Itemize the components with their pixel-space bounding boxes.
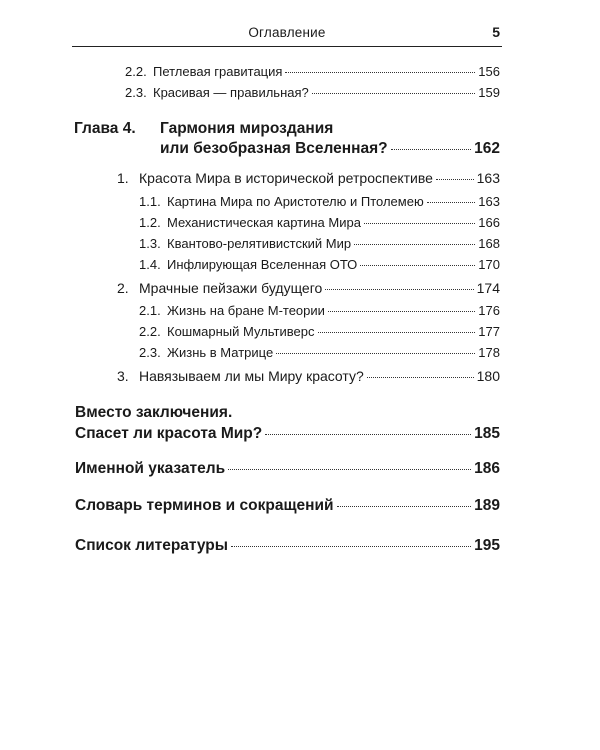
dot-leader [276,353,475,354]
entry-page: 185 [474,425,500,442]
toc-entry-glossary[interactable] [75,497,500,515]
entry-number: 2. [117,280,129,296]
dot-leader [367,377,474,378]
entry-page: 166 [478,215,500,230]
entry-title: Механистическая картина Мира [167,215,361,230]
toc-entry-chapter-4[interactable] [160,140,500,158]
toc-entry-conclusion[interactable] [75,425,500,443]
toc-entry-4-1-4[interactable] [139,257,500,272]
entry-page: 176 [478,303,500,318]
toc-entry-4-1-2[interactable] [139,215,500,230]
entry-title: Инфлирующая Вселенная ОТО [167,257,358,272]
dot-leader [391,149,471,150]
entry-title: Жизнь в Матрице [167,345,274,360]
toc-entry-4-2[interactable] [117,280,500,296]
entry-number: 1.2. [139,215,161,230]
toc-entry-2-3[interactable] [125,85,500,100]
entry-page: 189 [474,497,500,514]
dot-leader [318,332,476,333]
chapter-4-title-line1[interactable]: Гармония мироздания [160,120,334,137]
entry-title: Квантово-релятивистский Мир [167,236,352,251]
entry-page: 170 [478,257,500,272]
entry-number: 1.4. [139,257,161,272]
entry-number: 1.3. [139,236,161,251]
entry-number: 2.3. [125,85,147,100]
toc-entry-4-1-3[interactable] [139,236,500,251]
dot-leader [312,93,476,94]
dot-leader [328,311,475,312]
entry-page: 178 [478,345,500,360]
entry-number: 1.1. [139,194,161,209]
dot-leader [285,72,475,73]
dot-leader [360,265,475,266]
entry-title: Мрачные пейзажи будущего [139,280,323,296]
entry-title: Словарь терминов и сокращений [75,497,334,514]
entry-number: 2.2. [139,324,161,339]
entry-title: Навязываем ли мы Миру красоту? [139,368,364,384]
chapter-4-label: Глава 4. [74,120,136,137]
entry-title: Именной указатель [75,460,226,477]
entry-number: 1. [117,170,129,186]
entry-page: 162 [474,140,500,157]
toc-entry-4-3[interactable] [117,368,500,384]
toc-entry-4-2-3[interactable] [139,345,500,360]
entry-page: 177 [478,324,500,339]
dot-leader [325,289,473,290]
toc-entry-4-1-1[interactable] [139,194,500,209]
entry-page: 168 [478,236,500,251]
entry-number: 3. [117,368,129,384]
toc-entry-4-1[interactable] [117,170,500,186]
entry-title: Петлевая гравитация [153,64,283,79]
entry-page: 163 [478,194,500,209]
toc-entry-bibliography[interactable] [75,537,500,555]
toc-entry-4-2-1[interactable] [139,303,500,318]
entry-number: 2.3. [139,345,161,360]
dot-leader [364,223,475,224]
entry-title: Список литературы [75,537,229,554]
running-header [72,22,502,47]
entry-number: 2.2. [125,64,147,79]
dot-leader [228,469,471,470]
entry-page: 159 [478,85,500,100]
entry-title: Жизнь на бране М-теории [167,303,325,318]
entry-title: Красивая — правильная? [153,85,309,100]
dot-leader [231,546,471,547]
running-title: Оглавление [248,25,326,40]
dot-leader [337,506,472,507]
entry-title: или безобразная Вселенная? [160,140,388,157]
page-number: 5 [492,24,500,40]
toc-entry-name-index[interactable] [75,460,500,478]
entry-page: 195 [474,537,500,554]
entry-page: 156 [478,64,500,79]
entry-title: Кошмарный Мультиверс [167,324,315,339]
entry-title: Спасет ли красота Мир? [75,425,263,442]
entry-number: 2.1. [139,303,161,318]
dot-leader [354,244,475,245]
entry-title: Картина Мира по Аристотелю и Птолемею [167,194,424,209]
entry-page: 163 [476,170,500,186]
conclusion-title-line1[interactable]: Вместо заключения. [75,404,233,421]
dot-leader [265,434,471,435]
toc-entry-4-2-2[interactable] [139,324,500,339]
entry-page: 180 [476,368,500,384]
dot-leader [427,202,476,203]
dot-leader [436,179,474,180]
entry-title: Красота Мира в исторической ретроспективе [139,170,433,186]
entry-page: 186 [474,460,500,477]
toc-entry-2-2[interactable] [125,64,500,79]
entry-page: 174 [476,280,500,296]
